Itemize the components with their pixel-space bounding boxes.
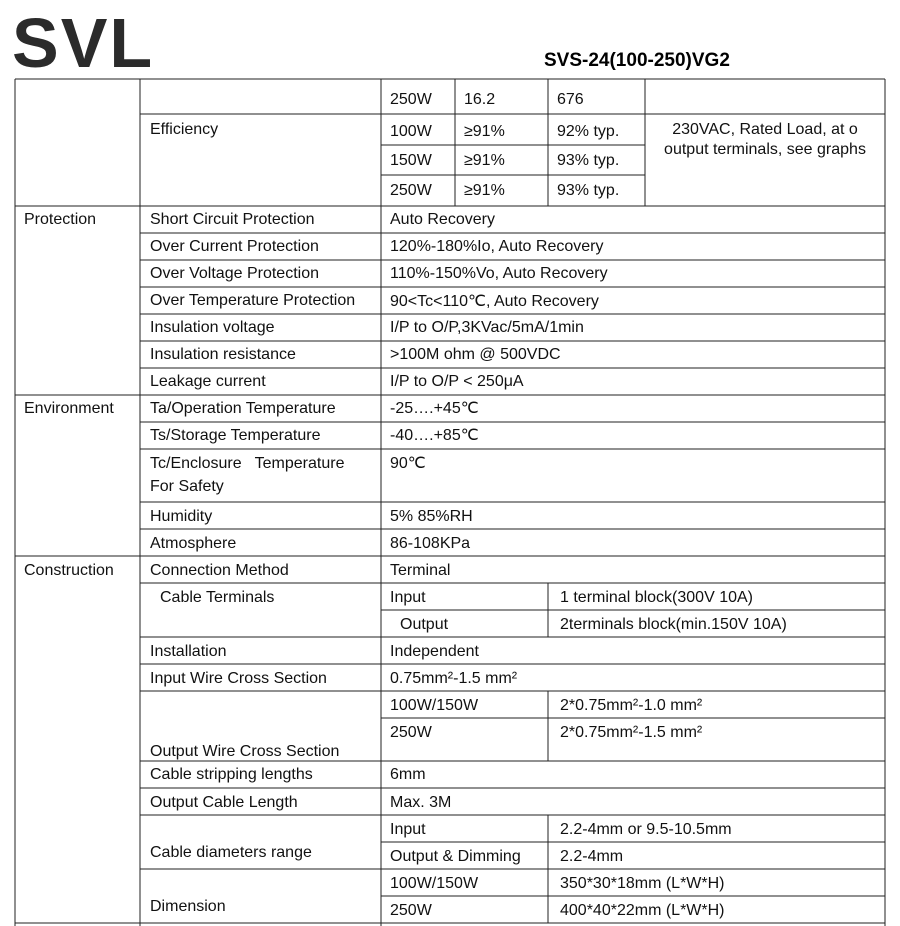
sub-label: 100W/150W xyxy=(390,697,479,714)
brand-logo: SVL xyxy=(12,4,155,82)
sub-label: 250W xyxy=(390,724,432,741)
efficiency-label: Efficiency xyxy=(150,121,219,138)
param-value: 90℃ xyxy=(390,455,426,472)
eff-power: 100W xyxy=(390,123,432,140)
param-value: 1 terminal block(300V 10A) xyxy=(560,589,753,606)
param-value: 5% 85%RH xyxy=(390,508,473,525)
eff-typ: 92% typ. xyxy=(557,123,620,140)
param-value: 90<Tc<110℃, Auto Recovery xyxy=(390,293,599,310)
param-value: 2*0.75mm²-1.5 mm² xyxy=(560,724,703,741)
param-value: 0.75mm²-1.5 mm² xyxy=(390,670,518,687)
param-value: 120%-180%Io, Auto Recovery xyxy=(390,238,604,255)
param-label: Ta/Operation Temperature xyxy=(150,400,336,417)
sub-label: Output xyxy=(400,616,449,633)
eff-typ: 93% typ. xyxy=(557,152,620,169)
param-label-line2: For Safety xyxy=(150,478,224,495)
efficiency-note: 230VAC, Rated Load, at o output terminals, see graphs xyxy=(664,121,866,158)
param-label: Atmosphere xyxy=(150,535,237,552)
param-label: Dimension xyxy=(150,898,226,915)
param-value: -25….+45℃ xyxy=(390,400,479,417)
model-number: SVS-24(100-250)VG2 xyxy=(544,50,730,71)
sub-label: Input xyxy=(390,821,426,838)
param-value: 2.2-4mm xyxy=(560,848,624,865)
param-value: 110%-150%Vo, Auto Recovery xyxy=(390,265,608,282)
param-value: Auto Recovery xyxy=(390,211,495,228)
param-value: I/P to O/P,3KVac/5mA/1min xyxy=(390,319,584,336)
param-label: Over Current Protection xyxy=(150,238,319,255)
param-label: Input Wire Cross Section xyxy=(150,670,327,687)
param-label: Cable stripping lengths xyxy=(150,766,313,783)
param-label: Cable Terminals xyxy=(160,589,275,606)
param-value: 2terminals block(min.150V 10A) xyxy=(560,616,787,633)
param-value: 2.2-4mm or 9.5-10.5mm xyxy=(560,821,732,838)
param-value: 350*30*18mm (L*W*H) xyxy=(560,875,725,892)
param-label: Tc/Enclosure Temperature xyxy=(150,455,345,472)
param-value: 86-108KPa xyxy=(390,535,471,552)
param-label: Humidity xyxy=(150,508,213,525)
eff-power: 150W xyxy=(390,152,432,169)
param-value: I/P to O/P < 250μA xyxy=(390,373,524,390)
category-environment: Environment xyxy=(24,400,114,417)
eff-min: ≥91% xyxy=(464,123,505,140)
param-label: Output Cable Length xyxy=(150,794,298,811)
category-construction: Construction xyxy=(24,562,114,579)
param-label: Short Circuit Protection xyxy=(150,211,315,228)
param-value: 6mm xyxy=(390,766,426,783)
sub-label: 100W/150W xyxy=(390,875,479,892)
eff-min: ≥91% xyxy=(464,152,505,169)
param-value: 400*40*22mm (L*W*H) xyxy=(560,902,725,919)
param-label: Leakage current xyxy=(150,373,266,390)
param-label: Cable diameters range xyxy=(150,844,312,861)
param-label: Ts/Storage Temperature xyxy=(150,427,321,444)
param-label: Connection Method xyxy=(150,562,289,579)
eff-pre-val2: 676 xyxy=(557,91,584,108)
eff-min: ≥91% xyxy=(464,182,505,199)
sub-label: Output & Dimming xyxy=(390,848,521,865)
sub-label: Input xyxy=(390,589,426,606)
param-label: Insulation resistance xyxy=(150,346,296,363)
param-label: Over Temperature Protection xyxy=(150,292,356,309)
category-protection: Protection xyxy=(24,211,97,228)
sub-label: 250W xyxy=(390,902,432,919)
param-label: Insulation voltage xyxy=(150,319,275,336)
param-value: -40….+85℃ xyxy=(390,427,479,444)
eff-pre-power: 250W xyxy=(390,91,432,108)
eff-pre-val1: 16.2 xyxy=(464,91,496,108)
param-value: Max. 3M xyxy=(390,794,452,811)
eff-typ: 93% typ. xyxy=(557,182,620,199)
param-value: >100M ohm @ 500VDC xyxy=(390,346,561,363)
param-value: 2*0.75mm²-1.0 mm² xyxy=(560,697,703,714)
param-label: Over Voltage Protection xyxy=(150,265,319,282)
param-value: Terminal xyxy=(390,562,451,579)
eff-power: 250W xyxy=(390,182,432,199)
param-label: Installation xyxy=(150,643,227,660)
param-value: Independent xyxy=(390,643,479,660)
param-label: Output Wire Cross Section xyxy=(150,743,340,760)
